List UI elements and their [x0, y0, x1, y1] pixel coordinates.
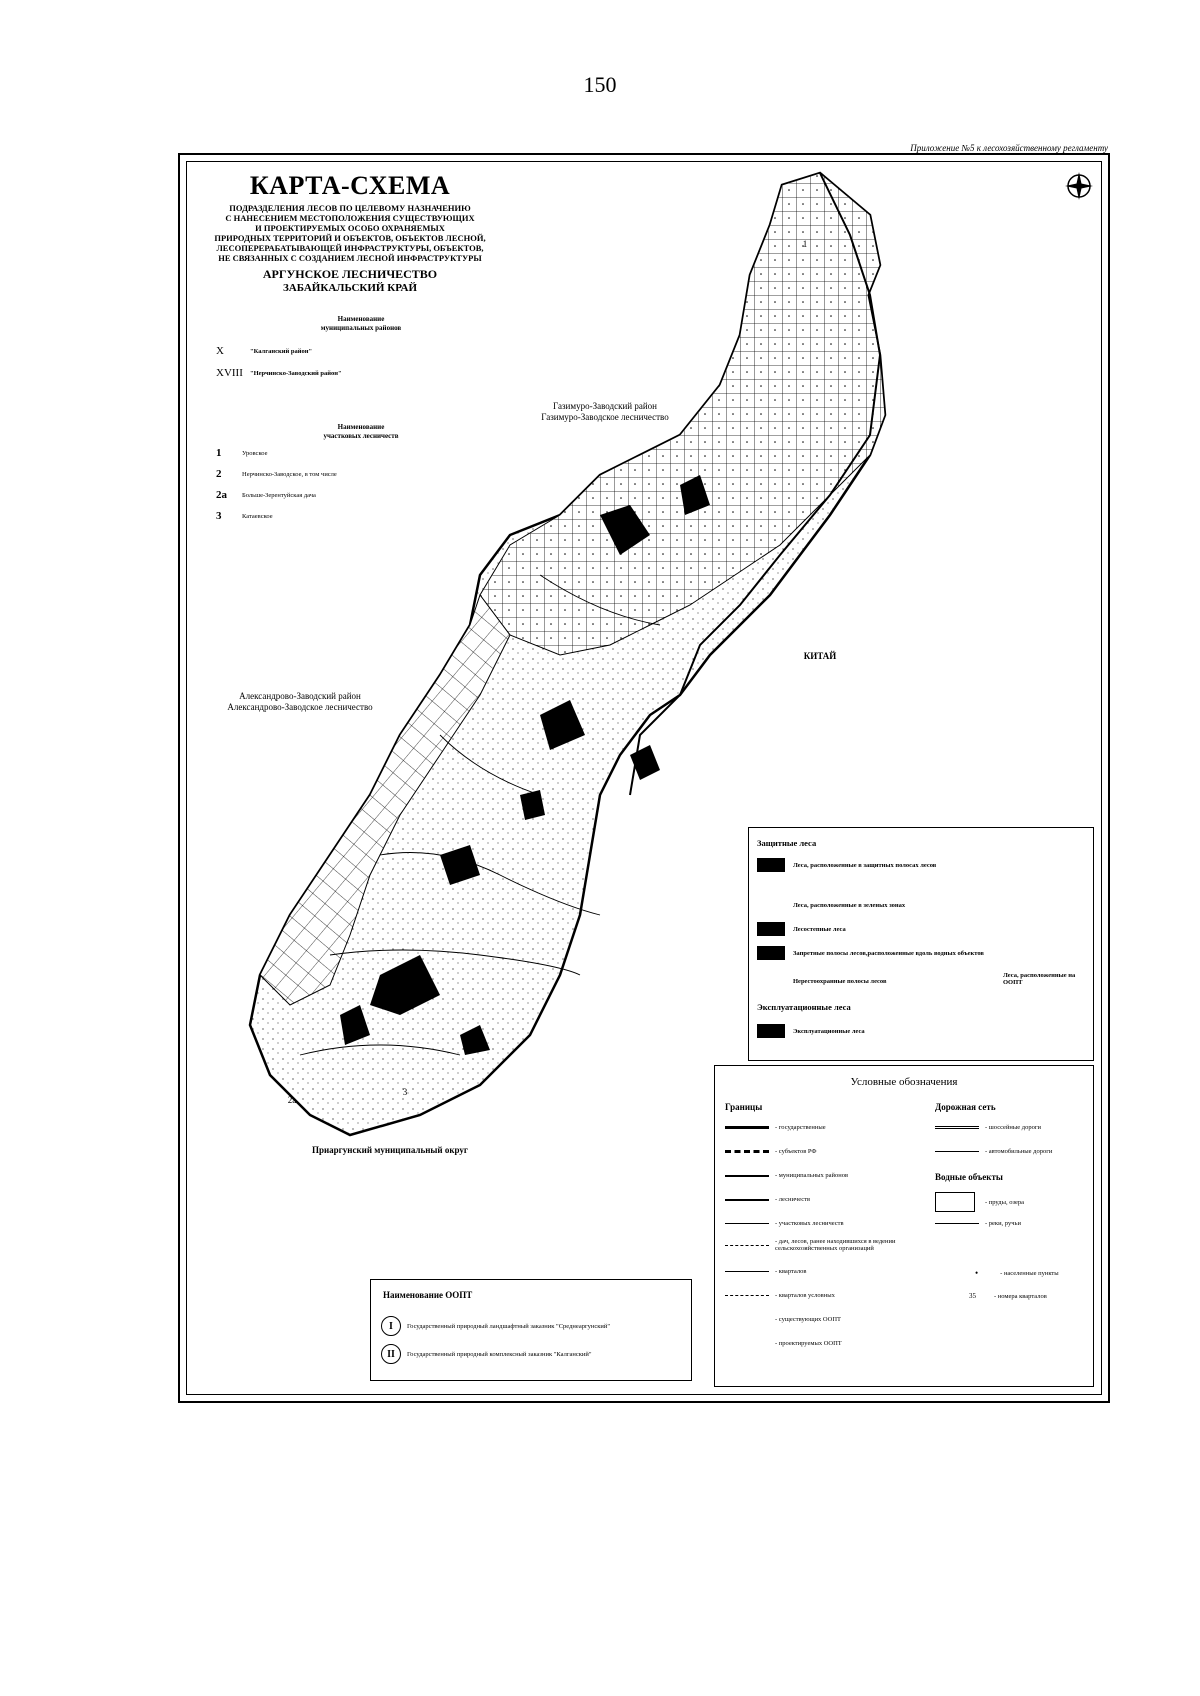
water-heading: Водные объекты [935, 1172, 1003, 1182]
legend-item: 35 - номера кварталов [969, 1292, 1047, 1300]
protective-forests-legend [748, 827, 1094, 1061]
legend-item: Леса, расположенные в зеленых зонах [793, 902, 906, 909]
map-subtitle: ПОДРАЗДЕЛЕНИЯ ЛЕСОВ ПО ЦЕЛЕВОМУ НАЗНАЧЕНИЮ С НАНЕСЕНИЕМ МЕСТОПОЛОЖЕНИЯ СУЩЕСТВУЮЩИХ И ПРОЕКТИРУЕМЫХ ОСОБО ОХРАНЯЕМЫХ ПРИРОДНЫХ ТЕРРИТОРИЙ И ОБЪЕКТОВ, ОБЪЕКТОВ ЛЕСНОЙ, ЛЕСОПЕРЕРАБАТЫВАЮЩЕЙ ИНФРАСТРУКТУРЫ, ОБЪЕКТОВ, НЕ СВЯЗАННЫХ С СОЗДАНИЕМ ЛЕСНОЙ ИНФРАСТРУКТУРЫ [214, 203, 486, 263]
legend-item: Леса, расположенные на ООПТ [1003, 972, 1076, 986]
page-number: 150 [583, 72, 617, 97]
list-item: II Государственный природный комплексный заказник "Калганский" [381, 1344, 592, 1364]
list-item: 2а Больше-Зерентуйская дача [216, 489, 316, 501]
map-title: КАРТА-СХЕМА [249, 171, 451, 200]
oopt-legend [370, 1279, 692, 1381]
exploit-heading: Эксплуатационные леса [757, 1002, 851, 1012]
swatch-water-strips [757, 946, 785, 960]
district-heading: Наименование участковых лесничеств [323, 423, 399, 440]
protective-heading: Защитные леса [757, 838, 817, 848]
list-item: XVIII "Нерчинско-Заводский район" [216, 367, 342, 379]
district-forestry-list [216, 423, 506, 531]
legend-item: - муниципальных районов [725, 1172, 848, 1179]
legend-item: - реки, ручьи [935, 1220, 1021, 1227]
borders-heading: Границы [725, 1102, 763, 1112]
region-name: ЗАБАЙКАЛЬСКИЙ КРАЙ [282, 282, 418, 294]
label-district-2a: 2а [287, 1095, 297, 1105]
label-gazimur: Газимуро-Заводский район Газимуро-Заводское лесничество [541, 401, 669, 422]
legend-item: Запретные полосы лесов,расположенные вдоль водных объектов [793, 950, 984, 957]
legend-item: - участковых лесничеств [725, 1220, 844, 1227]
map-frame [178, 143, 1110, 1403]
legend-item: - шоссейные дороги [935, 1124, 1041, 1131]
forestry-name: АРГУНСКОЕ ЛЕСНИЧЕСТВО [262, 267, 438, 281]
legend-item: - субъектов РФ [725, 1148, 817, 1155]
swatch-forest-steppe [757, 922, 785, 936]
legend-item: • - населенные пункты [975, 1268, 1059, 1278]
municipal-heading: Наименование муниципальных районов [320, 315, 402, 332]
list-item: 1 Уровское [216, 447, 268, 459]
list-item: 3 Катаевское [216, 510, 273, 522]
appendix-note: Приложение №5 к лесохозяйственному регламенту [910, 143, 1108, 153]
legend-title: Условные обозначения [850, 1076, 958, 1088]
legend-item: - дач, лесов, ранее находившихся в ведении сельскохозяйственных организаций [725, 1238, 925, 1252]
list-item: I Государственный природный ландшафтный заказник "Среднеаргунский" [381, 1316, 610, 1336]
legend-item: Нерестоохранные полосы лесов [793, 978, 887, 985]
swatch-protective-strips [757, 858, 785, 872]
label-district-3: 3 [402, 1087, 408, 1097]
municipal-district-list [216, 315, 506, 389]
label-alexandrovo: Александрово-Заводский район Александрово-Заводское лесничество [227, 691, 373, 712]
compass-icon [1064, 171, 1094, 201]
list-item: X "Калганский район" [216, 345, 313, 357]
oopt-heading: Наименование ООПТ [383, 1290, 473, 1300]
legend-item: - государственные [725, 1124, 826, 1131]
legend-item: - существующих ООПТ [775, 1316, 841, 1323]
legend-item: - проектируемых ООПТ [775, 1340, 842, 1347]
legend-item: - кварталов [725, 1268, 806, 1275]
symbols-legend [714, 1065, 1094, 1387]
label-priargun: Приаргунский муниципальный округ [311, 1145, 469, 1155]
legend-item: - лесничеств [725, 1196, 810, 1203]
map-title-block [200, 171, 500, 294]
swatch-exploit [757, 1024, 785, 1038]
legend-item: Лесостепные леса [793, 926, 846, 933]
list-item: 2 Нерчинско-Заводское, в том числе [216, 468, 337, 480]
label-china: КИТАЙ [803, 651, 837, 661]
legend-item: - пруды, озера [935, 1192, 1024, 1212]
legend-item: Леса, расположенные в защитных полосах лесов [793, 862, 937, 869]
roads-heading: Дорожная сеть [935, 1102, 996, 1112]
label-district-1: 1 [802, 239, 808, 249]
legend-item: Эксплуатационные леса [793, 1028, 865, 1035]
legend-item: - кварталов условных [725, 1292, 835, 1299]
legend-item: - автомобильные дороги [935, 1148, 1052, 1155]
